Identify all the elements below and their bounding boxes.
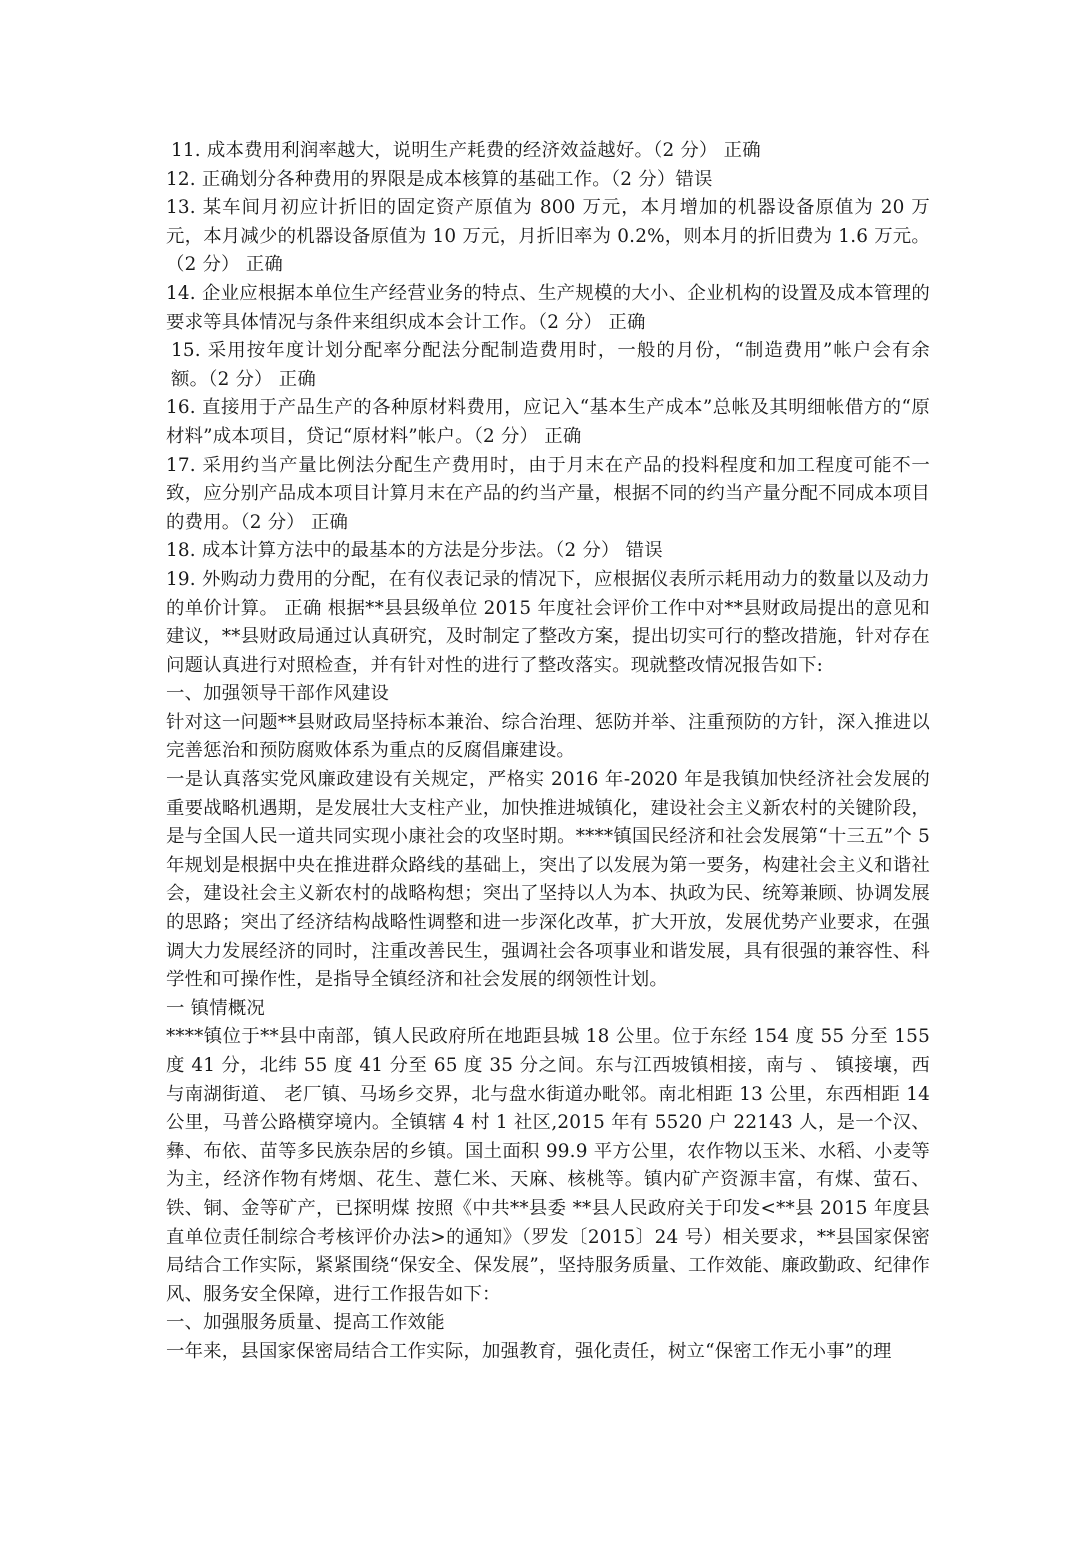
section-heading-leadership: 一、加强领导干部作风建设 (166, 683, 390, 705)
question-13: 13. 某车间月初应计折旧的固定资产原值为 800 万元，本月增加的机器设备原值为 20 万元，本月减少的机器设备原值为 10 万元，月折旧率为 0.2%，则本月的折旧费为 1.6 万元。（2 分） 正确 (166, 197, 930, 276)
question-15: 15. 采用按年度计划分配率分配法分配制造费用时，一般的月份，“制造费用”帐户会有余额。（2 分） 正确 (171, 340, 930, 390)
section-heading-town-overview: 一 镇情概况 (166, 997, 265, 1019)
question-11: 11. 成本费用利润率越大，说明生产耗费的经济效益越好。（2 分） 正确 (171, 140, 761, 161)
paragraph-anti-corruption: 针对这一问题**县财政局坚持标本兼治、综合治理、惩防并举、注重预防的方针，深入推进以完善惩治和预防腐败体系为重点的反腐倡廉建设。 (166, 711, 930, 762)
question-14: 14. 企业应根据本单位生产经营业务的特点、生产规模的大小、企业机构的设置及成本管理的要求等具体情况与条件来组织成本会计工作。（2 分） 正确 (166, 282, 930, 333)
section-heading-service-quality: 一、加强服务质量、提高工作效能 (166, 1312, 445, 1334)
document-body (166, 137, 930, 1367)
question-12: 12. 正确划分各种费用的界限是成本核算的基础工作。（2 分）错误 (166, 168, 713, 190)
question-18: 18. 成本计算方法中的最基本的方法是分步法。（2 分） 错误 (166, 540, 663, 562)
paragraph-town-overview: ****镇位于**县中南部，镇人民政府所在地距县城 18 公里。位于东经 154 度 55 分至 155 度 41 分，北纬 55 度 41 分至 65 度 35 分之间。东与江西坡镇相接，南与 、 镇接壤，西与南湖街道、 老厂镇、马场乡交界，北与盘水街道办毗邻。南北相距 13 公里，东西相距 14 公里，马普公路横穿境内。全镇辖 4 村 1 社区,2015 年有 5520 户 22143 人，是一个汉、彝、布依、苗等多民族杂居的乡镇。国土面积 99.9 平方公里，农作物以玉米、水稻、小麦等为主，经济作物有烤烟、花生、薏仁米、天麻、核桃等。镇内矿产资源丰富，有煤、萤石、铁、铜、金等矿产，已探明煤 按照《中共**县委 **县人民政府关于印发<**县 2015 年度县直单位责任制综合考核评价办法>的通知》（罗发〔2015〕24 号）相关要求，**县国家保密局结合工作实际，紧紧围绕“保安全、保发展”，坚持服务质量、工作效能、廉政勤政、纪律作风、服务安全保障，进行工作报告如下： (166, 1026, 930, 1305)
question-17: 17. 采用约当产量比例法分配生产费用时，由于月末在产品的投料程度和加工程度可能不一致，应分别产品成本项目计算月末在产品的约当产量，根据不同的约当产量分配不同成本项目的费用。（2 分） 正确 (166, 454, 930, 533)
paragraph-five-year-plan: 一是认真落实党风廉政建设有关规定，严格实 2016 年-2020 年是我镇加快经济社会发展的重要战略机遇期，是发展壮大支柱产业，加快推进城镇化，建设社会主义新农村的关键阶段，是与全国人民一道共同实现小康社会的攻坚时期。****镇国民经济和社会发展第“十三五”个 5 年规划是根据中央在推进群众路线的基础上，突出了以发展为第一要务，构建社会主义和谐社会，建设社会主义新农村的战略构想；突出了坚持以人为本、执政为民、统筹兼顾、协调发展的思路；突出了经济结构战略性调整和进一步深化改革，扩大开放，发展优势产业要求，在强调大力发展经济的同时，注重改善民生，强调社会各项事业和谐发展，具有很强的兼容性、科学性和可操作性，是指导全镇经济和社会发展的纲领性计划。 (166, 769, 930, 991)
paragraph-service-quality: 一年来，县国家保密局结合工作实际，加强教育，强化责任，树立“保密工作无小事”的理 (166, 1340, 892, 1362)
question-16: 16. 直接用于产品生产的各种原材料费用，应记入“基本生产成本”总帐及其明细帐借方的“原材料”成本项目，贷记“原材料”帐户。（2 分） 正确 (166, 397, 930, 447)
question-19-and-report-intro: 19. 外购动力费用的分配，在有仪表记录的情况下，应根据仪表所示耗用动力的数量以及动力的单价计算。 正确 根据**县县级单位 2015 年度社会评价工作中对**县财政局提出的意见和建议，**县财政局通过认真研究，及时制定了整改方案，提出切实可行的整改措施，针对存在问题认真进行对照检查，并有针对性的进行了整改落实。现就整改情况报告如下: (166, 568, 930, 676)
